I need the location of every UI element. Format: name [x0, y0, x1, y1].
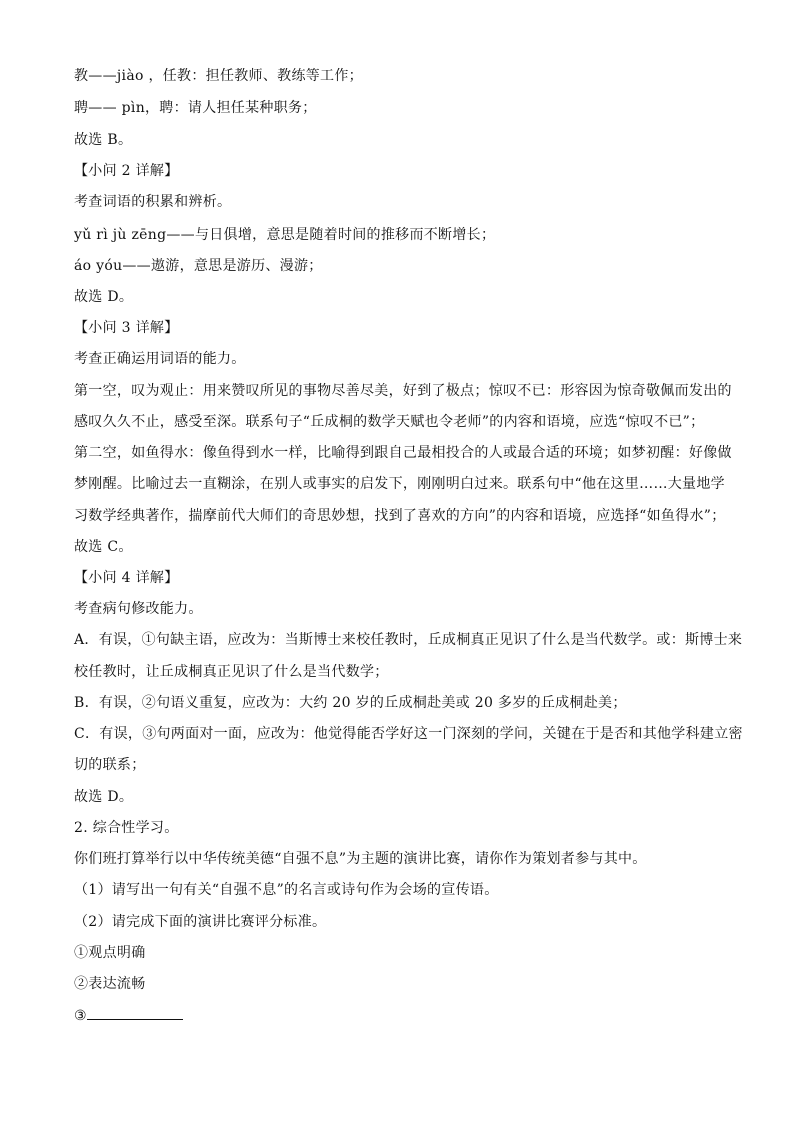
text-line: 故选 B。	[74, 132, 133, 148]
text-line: yǔ rì jù zēng——与日俱增，意思是随着时间的推移而不断增长；	[74, 227, 496, 243]
answer-blank[interactable]	[87, 1005, 183, 1020]
text-line: ①观点明确	[74, 945, 146, 961]
text-line: （1）请写出一句有关“自强不息”的名言或诗句作为会场的宣传语。	[74, 882, 499, 898]
text-line: ②表达流畅	[74, 976, 146, 992]
text-line: 第二空，如鱼得水：像鱼得到水一样，比喻得到跟自己最相投合的人或最合适的环境；如梦初醒：好像做	[74, 445, 732, 461]
text-line: 校任教时，让丘成桐真正见识了什么是当代数学；	[74, 664, 389, 680]
text-line: 梦刚醒。比喻过去一直糊涂，在别人或事实的启发下，刚刚明白过来。联系句中“他在这里……大量地学	[74, 476, 725, 492]
text-line: （2）请完成下面的演讲比赛评分标准。	[74, 914, 327, 930]
text-line: C．有误，③句两面对一面，应改为：他觉得能否学好这一门深刻的学问，关键在于是否和其他学科建立密	[74, 726, 743, 742]
text-line: B．有误，②句语义重复，应改为：大约 20 岁的丘成桐赴美或 20 多岁的丘成桐赴美；	[74, 695, 627, 711]
text-line: 考查病句修改能力。	[74, 601, 203, 617]
text-line: 考查正确运用词语的能力。	[74, 351, 246, 367]
text-line: 故选 C。	[74, 539, 133, 555]
item-number: ③	[74, 1008, 87, 1024]
text-line: 教——jiào ，任教：担任教师、教练等工作；	[74, 68, 363, 84]
text-line: 习数学经典著作，揣摩前代大师们的奇思妙想，找到了喜欢的方向”的内容和语境，应选择“如鱼得水”；	[74, 508, 726, 524]
text-line: 你们班打算举行以中华传统美德“自强不息”为主题的演讲比赛，请你作为策划者参与其中。	[74, 851, 647, 867]
question-title: 2. 综合性学习。	[74, 820, 179, 836]
text-line: 第一空，叹为观止：用来赞叹所见的事物尽善尽美，好到了极点；惊叹不已：形容因为惊奇敬佩而发出的	[74, 383, 732, 399]
section-heading: 【小问 2 详解】	[74, 163, 179, 179]
section-heading: 【小问 4 详解】	[74, 570, 179, 586]
text-line: A．有误，①句缺主语，应改为：当斯博士来校任教时，丘成桐真正见识了什么是当代数学。或：斯博士来	[74, 632, 743, 648]
answer-line	[74, 1005, 724, 1026]
section-heading: 【小问 3 详解】	[74, 320, 179, 336]
text-line: 切的联系；	[74, 757, 146, 773]
text-line: áo yóu——遨游，意思是游历、漫游；	[74, 258, 323, 274]
text-line: 考查词语的积累和辨析。	[74, 194, 232, 210]
text-line: 故选 D。	[74, 789, 134, 805]
text-line: 故选 D。	[74, 289, 134, 305]
text-line: 聘—— pìn，聘：请人担任某种职务；	[74, 100, 317, 116]
text-line: 感叹久久不止，感受至深。联系句子“丘成桐的数学天赋也令老师”的内容和语境，应选“惊叹不已”；	[74, 414, 705, 430]
